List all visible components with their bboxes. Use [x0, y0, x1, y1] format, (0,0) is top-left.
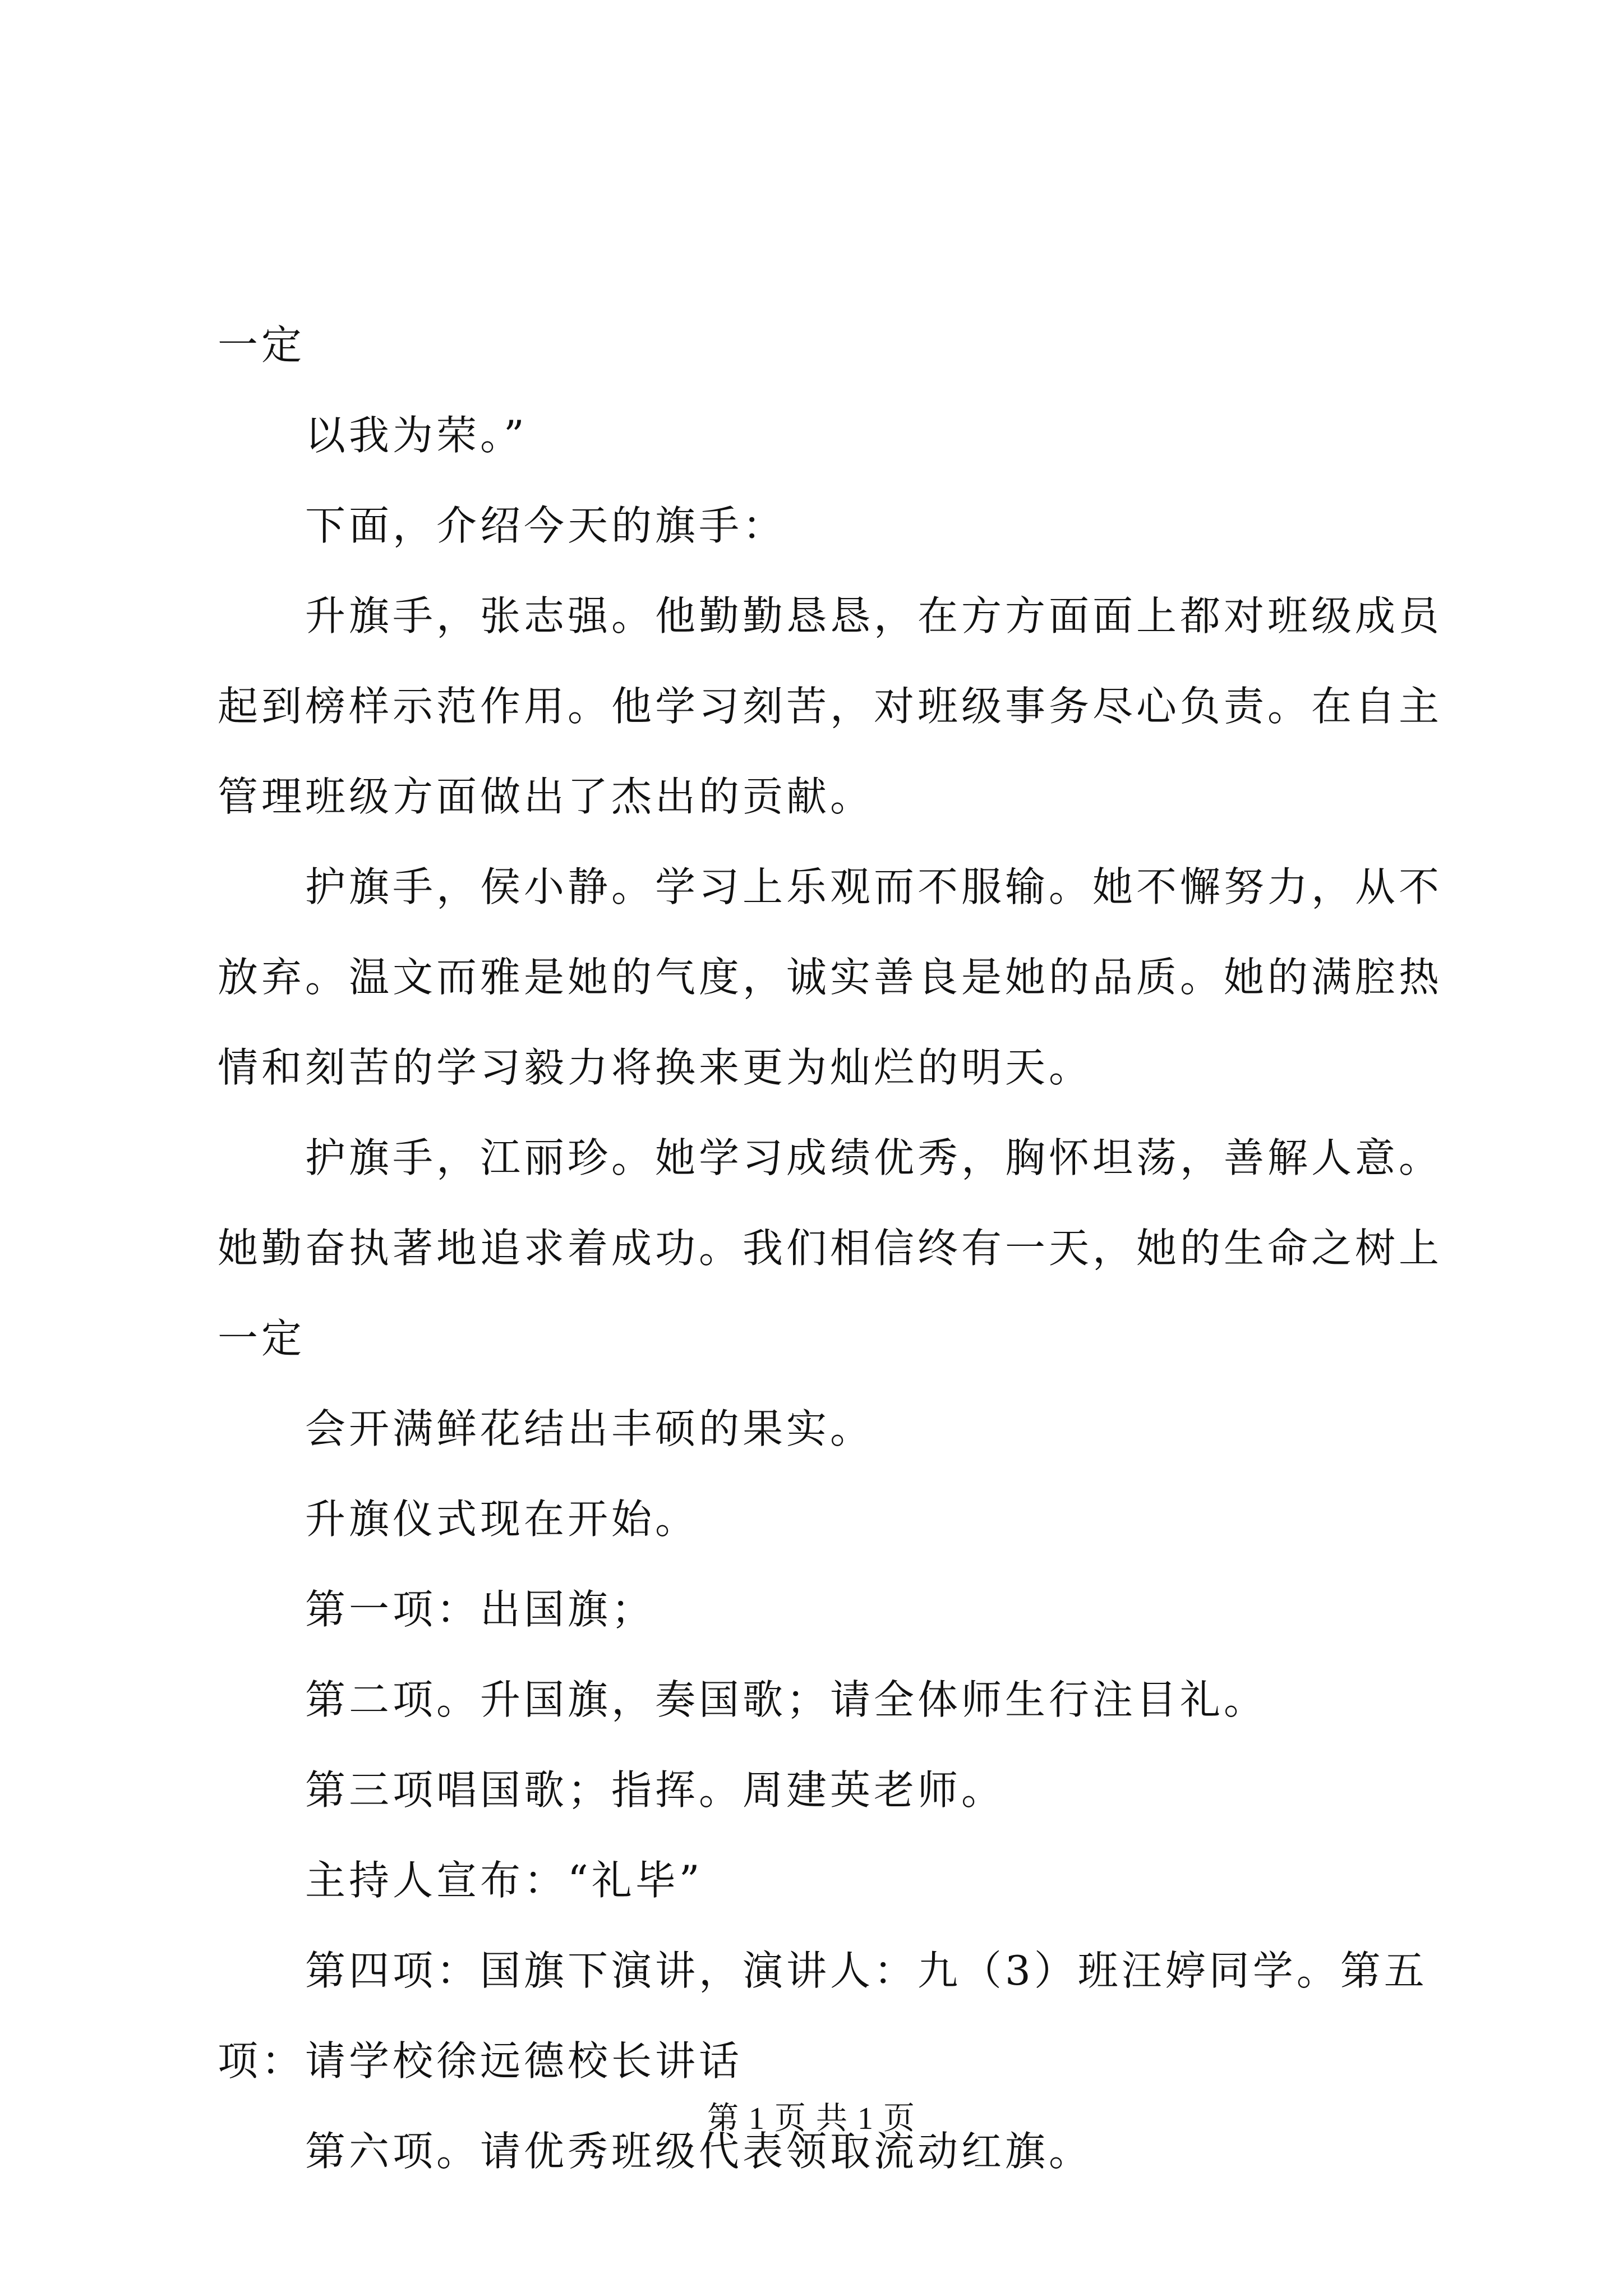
text-line: 起到榜样示范作用。他学习刻苦，对班级事务尽心负责。在自主 — [218, 683, 1443, 730]
text-line: 管理班级方面做出了杰出的贡献。 — [218, 773, 874, 820]
text-line: 以我为荣。” — [305, 412, 528, 459]
page-footer: 第 1 页 共 1 页 — [707, 2101, 916, 2136]
text-line: 情和刻苦的学习毅力将换来更为灿烂的明天。 — [218, 1044, 1093, 1091]
text-line: 项：请学校徐远德校长讲话 — [218, 2037, 743, 2085]
text-line: 第三项唱国歌；指挥。周建英老师。 — [305, 1766, 1006, 1814]
document-body — [218, 300, 1443, 2197]
text-line: 放弃。温文而雅是她的气度，诚实善良是她的品质。她的满腔热 — [218, 954, 1443, 1001]
text-line: 一定 — [218, 321, 306, 369]
text-line: 第六项。请优秀班级代表领取流动红旗。 — [305, 2128, 1093, 2175]
text-line: 下面，介绍今天的旗手： — [305, 502, 787, 549]
text-line: 第一项：出国旗； — [305, 1586, 656, 1633]
text-line: 她勤奋执著地追求着成功。我们相信终有一天，她的生命之树上 — [218, 1225, 1443, 1272]
text-line: 升旗手，张志强。他勤勤恳恳，在方方面面上都对班级成员 — [305, 592, 1443, 639]
text-line: 主持人宣布：“礼毕” — [305, 1857, 703, 1904]
text-line: 第四项：国旗下演讲，演讲人：九（3）班汪婷同学。第五 — [305, 1947, 1428, 1994]
text-line: 升旗仪式现在开始。 — [305, 1496, 699, 1543]
text-line: 护旗手，侯小静。学习上乐观而不服输。她不懈努力，从不 — [305, 863, 1443, 910]
text-line: 会开满鲜花结出丰硕的果实。 — [305, 1405, 874, 1452]
text-line: 护旗手，江丽珍。她学习成绩优秀，胸怀坦荡，善解人意。 — [305, 1134, 1443, 1181]
text-line: 一定 — [218, 1315, 306, 1362]
text-line: 第二项。升国旗，奏国歌；请全体师生行注目礼。 — [305, 1676, 1268, 1723]
